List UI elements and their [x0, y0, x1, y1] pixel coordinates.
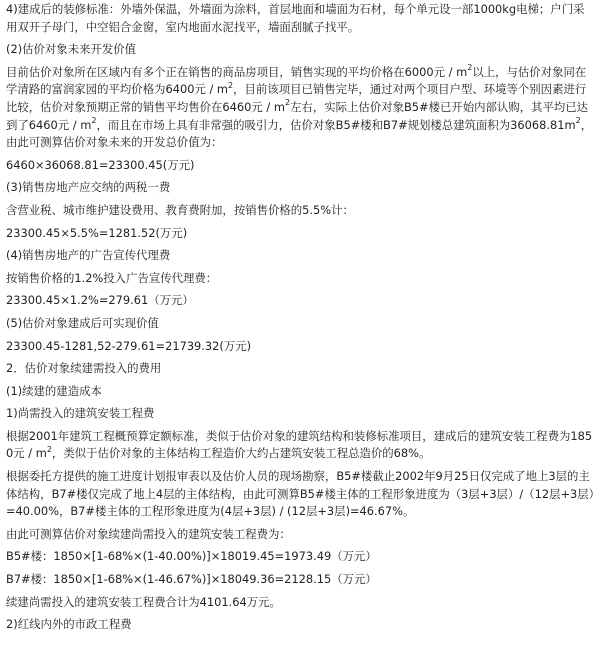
superscript-2: 2 [575, 115, 581, 125]
heading-sales-tax-text: (3)销售房地产应交纳的两税一费 [6, 180, 171, 195]
heading-ad-fee [6, 247, 595, 265]
text-price-3: ，目前该项目已销售完毕，通过对两个项目户型、环境等个别因素进行比较，估价对象预期正常的销售平均售价在6460元 / m [6, 82, 587, 114]
heading-municipal-fee-text: 2)红线内外的市政工程费 [6, 617, 132, 632]
superscript-2: 2 [91, 115, 97, 125]
text-quota-1: 根据2001年建筑工程概预算定额标准，类似于估价对象的建筑结构和装修标准项目，建成后的建筑安装工程费为1850元 / m [6, 428, 593, 461]
text-price-2: 以上，与估价对象同在学清路的富润家园的平均价格为6400元 / m [6, 64, 587, 97]
heading-realizable-value [6, 315, 595, 333]
heading-continued-cost-text: 2．估价对象续建需投入的费用 [6, 361, 162, 376]
heading-installation-fee [6, 405, 595, 423]
text-price-5: ，而且在市场上具有非常强的吸引力，估价对象B5#楼和B7#规划楼总建筑面积为36068.81m [96, 117, 576, 132]
heading-continued-cost [6, 360, 595, 378]
text-installation-total-text: 续建尚需投入的建筑安装工程费合计为4101.64万元。 [6, 594, 281, 609]
paragraph-quota-standard [6, 428, 595, 463]
text-installation-total [6, 594, 595, 612]
formula-sales-tax [6, 225, 595, 243]
heading-future-value-text: (2)估价对象未来开发价值 [6, 42, 137, 57]
formula-realizable-value [6, 338, 595, 356]
heading-municipal-fee [6, 616, 595, 634]
heading-installation-fee-text: 1)尚需投入的建筑安装工程费 [6, 406, 155, 421]
heading-construction-cost [6, 383, 595, 401]
formula-realizable-value-text: 23300.45-1281,52-279.61=21739.32(万元) [6, 338, 252, 353]
text-sales-tax-basis-text: 含营业税、城市维护建设费用、教育费附加，按销售价格的5.5%计： [6, 202, 354, 217]
paragraph-progress [6, 468, 595, 521]
formula-b7 [6, 571, 595, 589]
text-installation-intro-text: 由此可测算估价对象续建尚需投入的建筑安装工程费为： [6, 526, 291, 541]
text-decoration-standard: 4)建成后的装修标准：外墙外保温，外墙面为涂料，首层地面和墙面为石材，每个单元设一部1000kg电梯；户门采用双开子母门，中空铝合金窗，室内地面水泥找平，墙面刮腻子找平。 [6, 2, 585, 34]
text-ad-fee-basis [6, 270, 595, 288]
formula-total-value [6, 157, 595, 175]
formula-total-value-text: 6460×36068.81=23300.45(万元) [6, 157, 195, 172]
formula-b7-text: B7#楼：1850×[1-68%×(1-46.67%)]×18049.36=2128.15（万元） [6, 572, 377, 587]
text-installation-intro [6, 526, 595, 544]
superscript-2: 2 [228, 80, 234, 90]
heading-ad-fee-text: (4)销售房地产的广告宣传代理费 [6, 248, 171, 263]
text-ad-fee-basis-text: 按销售价格的1.2%投入广告宣传代理费： [6, 270, 218, 285]
heading-future-value [6, 41, 595, 59]
heading-realizable-value-text: (5)估价对象建成后可实现价值 [6, 315, 159, 330]
superscript-2: 2 [46, 444, 52, 454]
text-price-6: ，由此可测算估价对象未来的开发总价值为： [6, 117, 593, 150]
text-sales-tax-basis [6, 202, 595, 220]
text-price-1: 目前估价对象所在区域内有多个正在销售的商品房项目，销售实现的平均价格在6000元 / m [6, 64, 468, 79]
text-progress: 根据委托方提供的施工进度计划报审表以及估价人员的现场勘察，B5#楼截止2002年9月25日仅完成了地上3层的主体结构，B7#楼仅完成了地上4层的主体结构，由此可测算B5#楼主体的工程形象进度为（3层+3层）/（12层+3层）=40.00%，B7#楼主体的工程形象进度为(4层+3层) / (12层+3层)=46.67%。 [6, 469, 595, 519]
heading-sales-tax [6, 179, 595, 197]
formula-ad-fee [6, 292, 595, 310]
formula-ad-fee-text: 23300.45×1.2%=279.61（万元） [6, 293, 194, 308]
formula-b5 [6, 548, 595, 566]
superscript-2: 2 [467, 62, 473, 72]
paragraph-decoration-standard [6, 1, 595, 36]
text-price-4: 左右，实际上估价对象B5#楼已开始内部认购，其平均已达到了6460元 / m [6, 99, 589, 132]
heading-construction-cost-text: (1)续建的建造成本 [6, 383, 102, 398]
text-quota-2: ，类似于估价对象的主体结构工程造价大约占建筑安装工程总造价的68%。 [51, 446, 431, 461]
paragraph-market-price [6, 64, 595, 152]
formula-sales-tax-text: 23300.45×5.5%=1281.52(万元) [6, 225, 188, 240]
superscript-2: 2 [284, 98, 291, 108]
formula-b5-text: B5#楼：1850×[1-68%×(1-40.00%)]×18019.45=1973.49（万元） [6, 549, 377, 564]
